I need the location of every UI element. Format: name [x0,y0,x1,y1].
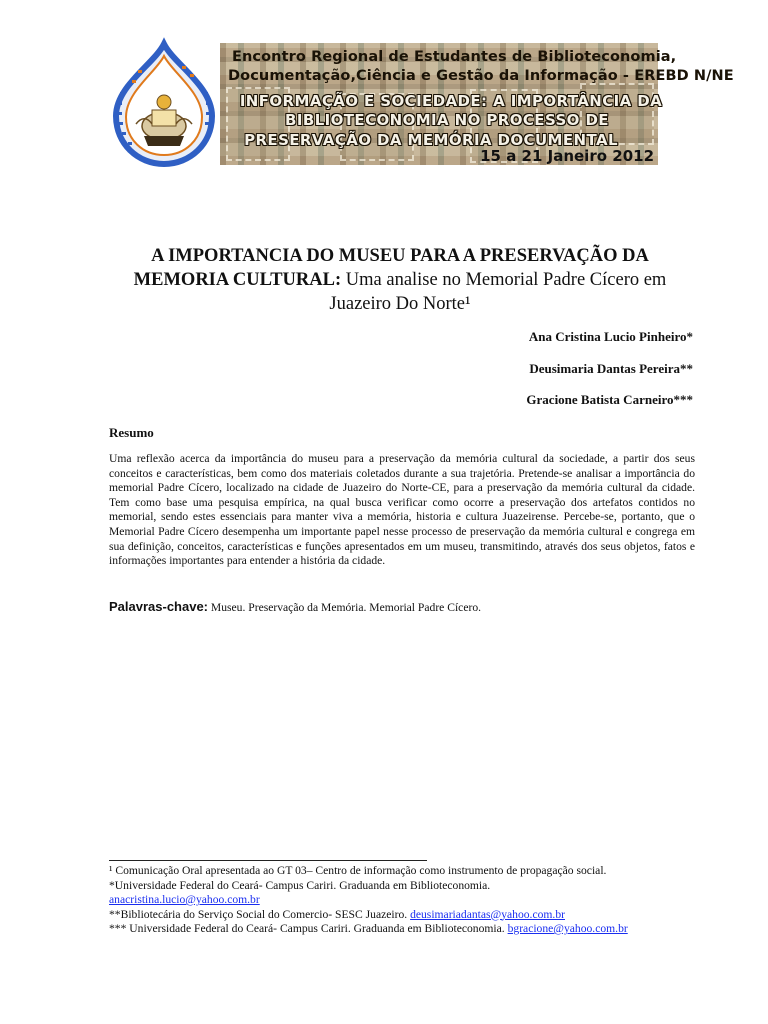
footnote-1: ¹ Comunicação Oral apresentada ao GT 03– Centro de informação como instrumento de propagação social. [109,864,607,877]
footnotes [109,864,709,937]
conference-header [108,40,734,168]
footnote-3-text: **Bibliotecária do Serviço Social do Comercio- SESC Juazeiro. [109,907,411,921]
keywords [109,598,699,616]
abstract-text: Uma reflexão acerca da importância do museu para a preservação da memória cultural da sociedade, a partir dos seus conceitos e características, bem como dos materiais coletados durante a sua trajetória. Pretende-se analisar a importância do memorial Padre Cícero, localizado na cidade de Juazeiro do Norte-CE, para a preservação da memória cultural da cidade. Tem como base uma pesquisa empírica, na qual busca verificar como ocorre a preservação dos artefatos contidos no memorial, sendo estes essenciais para manter viva a memória, historia e cultura Juazeirense. Percebe-se, portanto, que o Memorial Padre Cícero desempenha um importante papel nesse processo de preservação da memória cultural e congrega em sua definição, conceitos, características e funções apresentados em um museu, transmitindo, através dos seus objetos, fatos e informações importantes para entender a história da cidade. [109,452,695,568]
paper-title [100,244,700,316]
footnote-2-email-link[interactable]: anacristina.lucio@yahoo.com.br [109,893,260,906]
author-1: Ana Cristina Lucio Pinheiro* [528,329,693,344]
footnote-4-email-link[interactable]: bgracione@yahoo.com.br [507,922,628,935]
footnote-4 [109,922,709,937]
erebd-logo [108,40,220,168]
title-subtitle-part-2: Juazeiro Do Norte¹ [329,294,471,314]
banner-dates: 15 a 21 Janeiro 2012 [480,147,654,165]
title-main-line-2: MEMORIA CULTURAL: [133,270,342,290]
footnote-separator [109,860,427,861]
banner-event-line-2: Documentação,Ciência e Gestão da Informação - EREBD N/NE [228,68,734,84]
footnote-3-email-link[interactable]: deusimariadantas@yahoo.com.br [410,907,565,921]
author-3: Gracione Batista Carneiro*** [526,392,693,407]
conference-banner [220,43,734,165]
title-main-line-1: A IMPORTANCIA DO MUSEU PARA A PRESERVAÇÃO DA [151,246,649,266]
banner-theme-line-1: INFORMAÇÃO E SOCIEDADE: A IMPORTÂNCIA DA [239,92,663,110]
keywords-text: Museu. Preservação da Memória. Memorial Padre Cícero. [208,601,482,614]
footnote-2: *Universidade Federal do Ceará- Campus Cariri. Graduanda em Biblioteconomia. [109,878,491,892]
keywords-label: Palavras-chave: [109,599,209,614]
author-2: Deusimaria Dantas Pereira** [529,361,693,376]
footnote-4-text: *** Universidade Federal do Ceará- Campus Cariri. Graduanda em Biblioteconomia. [109,922,508,935]
footnote-3 [109,908,709,923]
abstract-heading: Resumo [109,425,154,440]
banner-event-line-1: Encontro Regional de Estudantes de Biblioteconomia, [232,49,677,65]
banner-theme-line-3: PRESERVAÇÃO DA MEMÓRIA DOCUMENTAL [244,131,618,149]
title-subtitle-part-1: Uma analise no Memorial Padre Cícero em [341,270,667,290]
banner-theme-line-2: BIBLIOTECONOMIA NO PROCESSO DE [285,111,609,129]
